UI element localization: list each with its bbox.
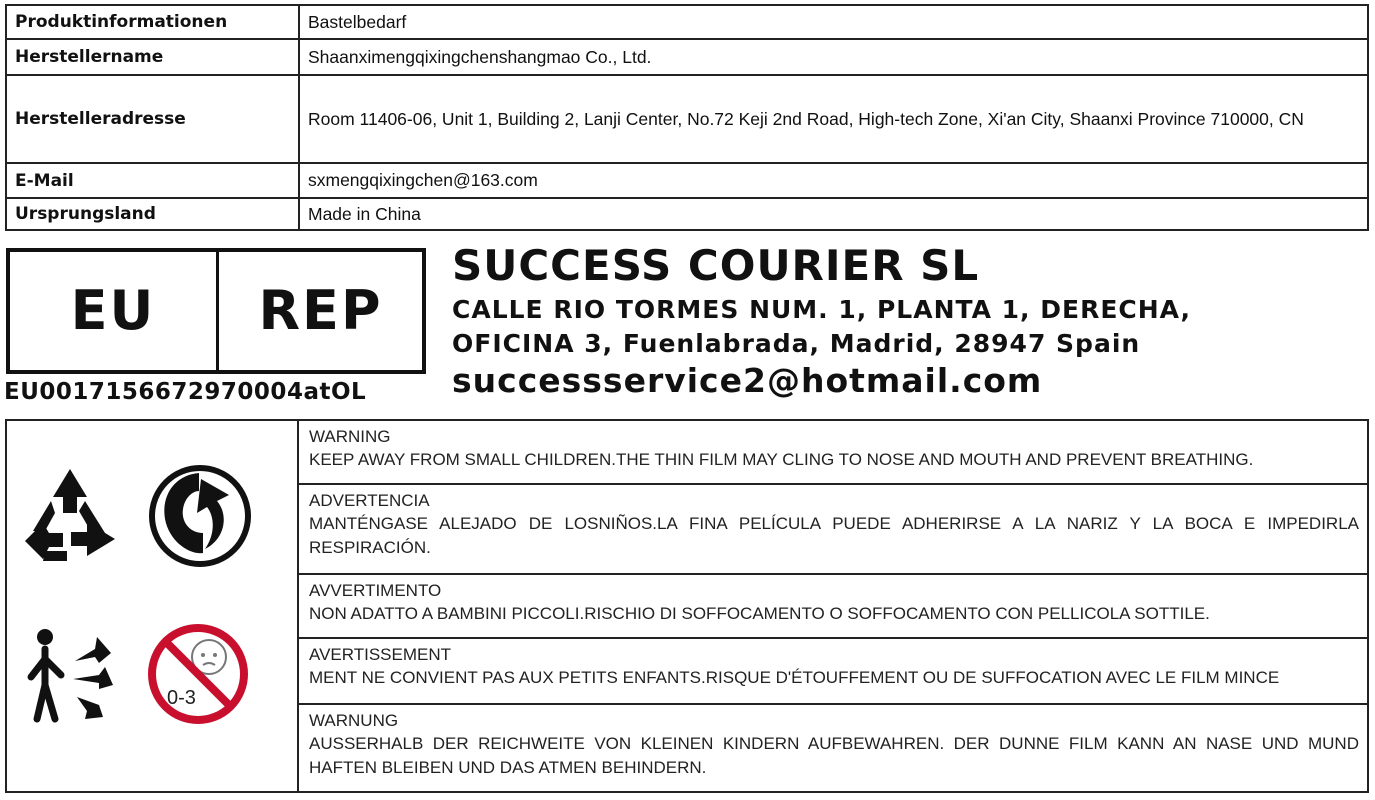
info-value: Room 11406-06, Unit 1, Building 2, Lanji Center, No.72 Keji 2nd Road, High-tech Zone, Xi'an City, Shaanxi Province 710000, CN — [299, 75, 1368, 163]
tidyman-icon — [15, 619, 125, 729]
info-label: Produktinformationen — [6, 5, 299, 39]
warning-title: AVERTISSEMENT — [309, 645, 452, 664]
eu-rep-logo-eu: EU — [70, 279, 156, 342]
info-label: Herstellername — [6, 39, 299, 75]
warning-text: MENT NE CONVIENT PAS AUX PETITS ENFANTS.RISQUE D'ÉTOUFFEMENT OU DE SUFFOCATION AVEC LE FILM MINCE — [309, 668, 1280, 687]
warning-title: WARNING — [309, 427, 391, 446]
eu-rep-address-line1: CALLE RIO TORMES NUM. 1, PLANTA 1, DERECHA, — [452, 295, 1191, 324]
info-row-email — [6, 163, 1368, 198]
info-value: Made in China — [299, 198, 1368, 230]
eu-rep-logo — [6, 248, 426, 374]
warnings-section — [5, 419, 1369, 793]
warning-row-es — [299, 485, 1367, 575]
info-row-address — [6, 75, 1368, 163]
info-value: Shaanximengqixingchenshangmao Co., Ltd. — [299, 39, 1368, 75]
info-row-origin — [6, 198, 1368, 230]
warning-title: ADVERTENCIA — [309, 491, 430, 510]
info-label: Ursprungsland — [6, 198, 299, 230]
warning-row-de — [299, 705, 1367, 791]
recycle-icon — [15, 461, 125, 571]
product-info-table — [5, 4, 1369, 231]
warning-text: AUSSERHALB DER REICHWEITE VON KLEINEN KINDERN AUFBEWAHREN. DER DUNNE FILM KANN AN NASE UND MUND HAFTEN BLEIBEN UND DAS ATMEN BEHINDERN. — [309, 734, 1359, 777]
eu-rep-section — [0, 243, 1375, 416]
age-label: 0-3 — [167, 687, 196, 709]
green-dot-icon — [145, 461, 255, 571]
warning-row-it — [299, 575, 1367, 639]
info-value: sxmengqixingchen@163.com — [299, 163, 1368, 198]
age-warning-icon — [143, 619, 253, 729]
info-label: E-Mail — [6, 163, 299, 198]
info-label: Herstelleradresse — [6, 75, 299, 163]
info-row-manufacturer — [6, 39, 1368, 75]
eu-rep-code: EU0017156672970004atOL — [4, 379, 367, 405]
warnings-list — [299, 421, 1367, 791]
warning-title: WARNUNG — [309, 711, 399, 730]
eu-rep-email: successservice2@hotmail.com — [452, 361, 1043, 400]
info-value: Bastelbedarf — [299, 5, 1368, 39]
symbols-panel — [7, 421, 299, 791]
eu-rep-address-line2: OFICINA 3, Fuenlabrada, Madrid, 28947 Spain — [452, 329, 1141, 358]
info-row-product — [6, 5, 1368, 39]
warning-row-fr — [299, 639, 1367, 705]
eu-rep-logo-rep: REP — [258, 279, 383, 342]
warning-text: NON ADATTO A BAMBINI PICCOLI.RISCHIO DI SOFFOCAMENTO O SOFFOCAMENTO CON PELLICOLA SOTTILE. — [309, 604, 1210, 623]
warning-text: MANTÉNGASE ALEJADO DE LOSNIÑOS.LA FINA PELÍCULA PUEDE ADHERIRSE A LA NARIZ Y LA BOCA E IMPEDIRLA RESPIRACIÓN. — [309, 514, 1359, 557]
warning-title: AVVERTIMENTO — [309, 581, 442, 600]
warning-text: KEEP AWAY FROM SMALL CHILDREN.THE THIN FILM MAY CLING TO NOSE AND MOUTH AND PREVENT BREATHING. — [309, 450, 1254, 469]
eu-rep-company: SUCCESS COURIER SL — [452, 241, 980, 290]
warning-row-en — [299, 421, 1367, 485]
